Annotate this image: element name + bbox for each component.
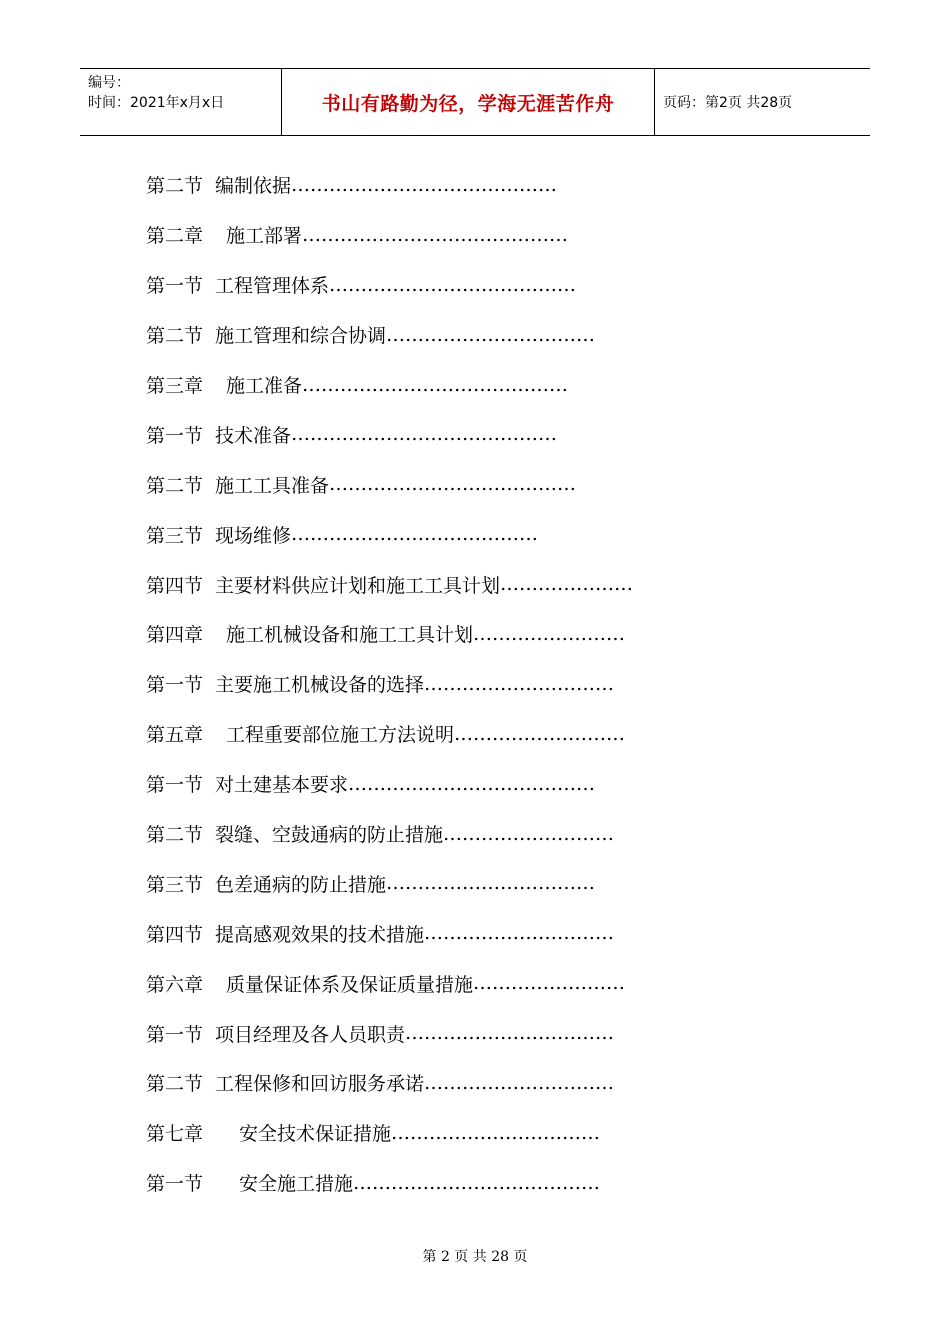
toc-entry-number: 第三节 bbox=[146, 873, 204, 896]
toc-entry-number: 第三章 bbox=[146, 375, 204, 397]
toc-entry-number: 第一节 bbox=[146, 1023, 204, 1046]
toc-entry-number: 第一节 bbox=[146, 774, 204, 797]
toc-entry-number: 第三节 bbox=[146, 524, 204, 547]
toc-entry-title: 施工部署 bbox=[226, 225, 303, 248]
toc-entry-title: 现场维修 bbox=[215, 524, 292, 547]
page-header bbox=[80, 68, 870, 136]
toc-entry-leader-dots: …………………………………… bbox=[291, 423, 558, 446]
table-of-contents bbox=[146, 160, 766, 1208]
toc-entry-title: 质量保证体系及保证质量措施 bbox=[226, 973, 474, 996]
toc-entry-leader-dots: …………………………… bbox=[391, 1121, 601, 1144]
toc-entry bbox=[146, 659, 766, 709]
toc-entry-title: 色差通病的防止措施 bbox=[215, 873, 387, 896]
toc-entry bbox=[146, 609, 766, 659]
toc-entry-number: 第二节 bbox=[146, 175, 204, 198]
toc-entry bbox=[146, 809, 766, 859]
toc-entry-number: 第一节 bbox=[146, 1173, 204, 1196]
toc-entry-title: 施工管理和综合协调 bbox=[215, 325, 387, 348]
toc-entry-leader-dots: …………………… bbox=[473, 622, 626, 645]
toc-entry bbox=[146, 559, 766, 609]
toc-entry bbox=[146, 1008, 766, 1058]
toc-entry-number: 第五章 bbox=[146, 724, 204, 747]
toc-entry-title: 施工机械设备和施工工具计划 bbox=[226, 624, 474, 647]
toc-entry bbox=[146, 858, 766, 908]
toc-entry bbox=[146, 908, 766, 958]
document-number-label: 编号： bbox=[88, 75, 130, 91]
toc-entry-leader-dots: …………………………… bbox=[386, 872, 596, 895]
toc-entry-number: 第二节 bbox=[146, 325, 204, 348]
toc-entry bbox=[146, 709, 766, 759]
toc-entry-leader-dots: ………………………………… bbox=[348, 772, 596, 795]
toc-entry-number: 第四节 bbox=[146, 923, 204, 946]
toc-entry-number: 第六章 bbox=[146, 973, 204, 996]
toc-entry-number: 第一节 bbox=[146, 674, 204, 697]
toc-entry-number: 第四节 bbox=[146, 574, 204, 597]
toc-entry-leader-dots: ……………………… bbox=[454, 722, 626, 745]
header-meta bbox=[80, 69, 282, 135]
toc-entry bbox=[146, 1108, 766, 1158]
header-motto: 书山有路勤为径，学海无涯苦作舟 bbox=[282, 69, 655, 135]
toc-entry-title: 安全技术保证措施 bbox=[239, 1123, 392, 1146]
toc-entry-leader-dots: …………………………………… bbox=[302, 373, 569, 396]
toc-entry-title: 编制依据 bbox=[215, 175, 292, 198]
toc-entry-number: 第七章 bbox=[146, 1123, 204, 1146]
toc-entry-leader-dots: …………………… bbox=[473, 972, 626, 995]
toc-entry bbox=[146, 260, 766, 310]
toc-entry-title: 安全施工措施 bbox=[239, 1173, 354, 1196]
toc-entry-leader-dots: ………………………… bbox=[424, 1071, 615, 1094]
toc-entry-title: 工程重要部位施工方法说明 bbox=[226, 724, 455, 747]
toc-entry bbox=[146, 459, 766, 509]
toc-entry-leader-dots: ………………………………… bbox=[329, 273, 577, 296]
toc-entry bbox=[146, 509, 766, 559]
toc-entry-leader-dots: …………………………… bbox=[405, 1022, 615, 1045]
toc-entry-leader-dots: ………………………… bbox=[424, 672, 615, 695]
toc-entry-number: 第二节 bbox=[146, 1073, 204, 1096]
toc-entry bbox=[146, 1058, 766, 1108]
toc-entry-title: 工程保修和回访服务承诺 bbox=[215, 1073, 425, 1096]
toc-entry bbox=[146, 1158, 766, 1208]
toc-entry-title: 项目经理及各人员职责 bbox=[215, 1023, 406, 1046]
toc-entry-title: 对土建基本要求 bbox=[215, 774, 349, 797]
toc-entry bbox=[146, 310, 766, 360]
header-page-info: 页码：第2页 共28页 bbox=[663, 95, 793, 111]
toc-entry bbox=[146, 210, 766, 260]
toc-entry-number: 第二节 bbox=[146, 824, 204, 847]
toc-entry bbox=[146, 958, 766, 1008]
toc-entry-title: 主要材料供应计划和施工工具计划 bbox=[215, 574, 501, 597]
toc-entry bbox=[146, 360, 766, 410]
toc-entry-number: 第四章 bbox=[146, 624, 204, 647]
toc-entry-leader-dots: ………………………………… bbox=[329, 473, 577, 496]
toc-entry-leader-dots: ………………………………… bbox=[291, 523, 539, 546]
toc-entry-title: 主要施工机械设备的选择 bbox=[215, 674, 425, 697]
toc-entry-title: 裂缝、空鼓通病的防止措施 bbox=[215, 824, 444, 847]
page-footer: 第 2 页 共 28 页 bbox=[422, 1249, 528, 1265]
toc-entry bbox=[146, 160, 766, 210]
toc-entry-title: 工程管理体系 bbox=[215, 275, 330, 298]
toc-entry-number: 第一节 bbox=[146, 424, 204, 447]
toc-entry bbox=[146, 759, 766, 809]
toc-entry-title: 技术准备 bbox=[215, 424, 292, 447]
toc-entry-leader-dots: …………………………………… bbox=[291, 173, 558, 196]
toc-entry-number: 第一节 bbox=[146, 275, 204, 298]
toc-entry-title: 提高感观效果的技术措施 bbox=[215, 923, 425, 946]
toc-entry-leader-dots: …………………………………… bbox=[302, 223, 569, 246]
toc-entry-title: 施工准备 bbox=[226, 375, 303, 397]
toc-entry-number: 第二节 bbox=[146, 474, 204, 497]
toc-entry-leader-dots: ………………………………… bbox=[353, 1171, 601, 1194]
toc-entry-leader-dots: ………………………… bbox=[424, 922, 615, 945]
toc-entry-leader-dots: …………………………… bbox=[386, 323, 596, 346]
toc-entry bbox=[146, 409, 766, 459]
toc-entry-number: 第二章 bbox=[146, 225, 204, 248]
toc-entry-leader-dots: ……………………… bbox=[443, 822, 615, 845]
toc-entry-title: 施工工具准备 bbox=[215, 474, 330, 497]
document-date: 时间：2021年x月x日 bbox=[88, 95, 225, 111]
toc-entry-leader-dots: ………………… bbox=[500, 573, 634, 596]
